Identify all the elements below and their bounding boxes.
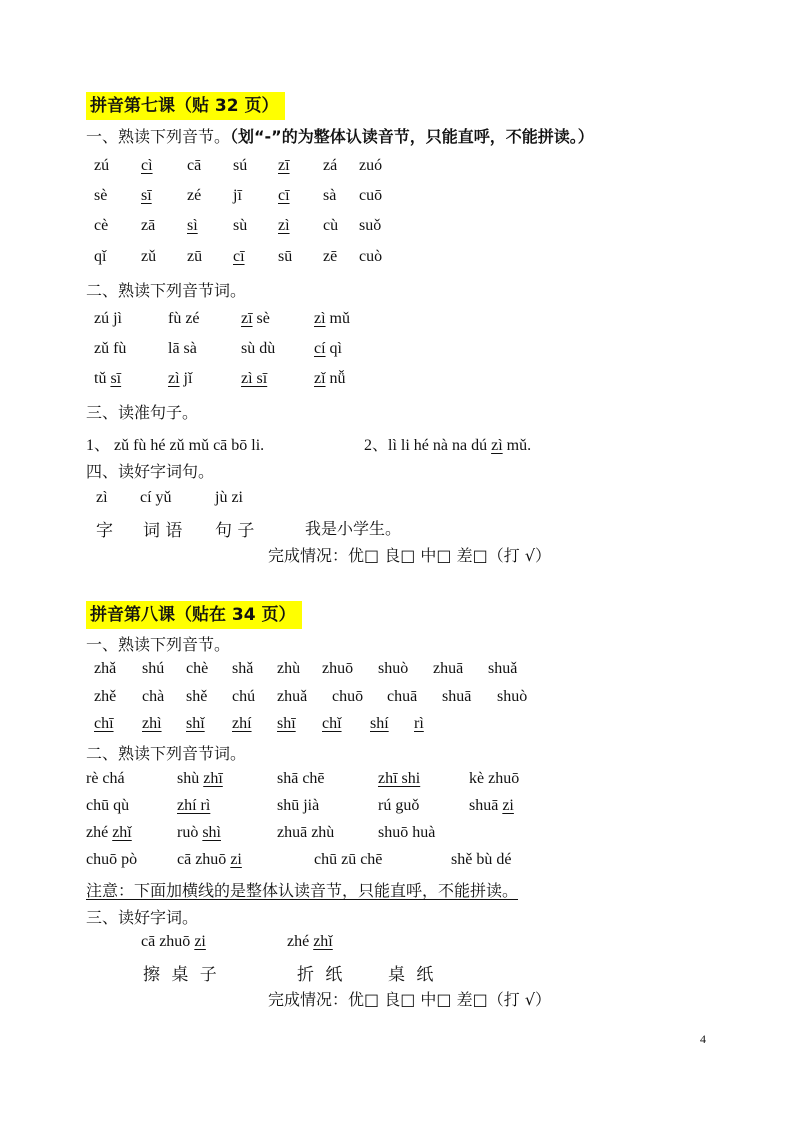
word: rè chá (86, 770, 125, 787)
syllable: chuō (332, 688, 364, 705)
word-whole-read: zì (314, 310, 326, 327)
syllable: chà (142, 688, 165, 705)
lesson8-section3-heading: 三、读好字词。 (86, 908, 199, 927)
lesson7-completion: 完成情况：优□ 良□ 中□ 差□（打 √） (268, 546, 552, 565)
syllable: suǒ (359, 217, 382, 234)
syllable: zhù (277, 660, 301, 677)
word: shā chē (277, 770, 325, 787)
syllable: shuò (497, 688, 528, 705)
syllable: zā (141, 217, 156, 234)
syllable: chuā (387, 688, 418, 705)
syllable: zhuā (433, 660, 464, 677)
word: tǔ sī (94, 370, 122, 387)
lesson7-sentence-2: 2、lì li hé nà na dú zì mǔ. (364, 437, 532, 454)
word: zǔ fù (94, 340, 127, 357)
syllable: shuò (378, 660, 409, 677)
word: zú jì (94, 310, 122, 327)
lesson7-title: 拼音第七课（贴 32 页） (86, 92, 285, 120)
syllable: cè (94, 217, 109, 234)
word: zhuā zhù (277, 824, 335, 841)
word: zī sè (241, 310, 270, 327)
word: cā zhuō zi (177, 851, 242, 868)
hanzi: 句 子 (215, 521, 255, 541)
hanzi: 折 纸 (297, 965, 343, 985)
word-whole-read: zǐ (314, 370, 326, 387)
lesson7-section1-note: （划“-”的为整体认读音节，只能直呼，不能拼读。） (230, 127, 594, 146)
syllable-whole-read: zī (278, 157, 290, 174)
syllable-whole-read: sì (187, 217, 198, 234)
syllable: zē (323, 248, 338, 265)
lesson7-section1-heading (86, 124, 594, 147)
word: ruò shì (177, 824, 221, 841)
word: shuō huà (378, 824, 436, 841)
word: zǐ nǚ (314, 370, 346, 387)
syllable: shuǎ (488, 660, 518, 677)
lesson8-section1-heading: 一、熟读下列音节。 (86, 635, 231, 654)
word-whole-read: shì (202, 824, 221, 841)
pinyin-whole-read: zhǐ (313, 933, 333, 950)
syllable: zú (94, 157, 110, 174)
lesson8-title: 拼音第八课（贴在 34 页） (86, 601, 302, 629)
syllable: qǐ (94, 248, 107, 265)
syllable: chú (232, 688, 256, 705)
syllable: zhǎ (94, 660, 117, 677)
word: kè zhuō (469, 770, 520, 787)
page-number: 4 (700, 1032, 706, 1046)
syllable: cù (323, 217, 339, 234)
word: shuā zi (469, 797, 514, 814)
syllable-whole-read: chī (94, 715, 114, 732)
lesson8-completion: 完成情况：优□ 良□ 中□ 差□（打 √） (268, 990, 552, 1009)
word: chū qù (86, 797, 130, 814)
pinyin: cí yǔ (140, 489, 172, 506)
word-whole-read: zhǐ (112, 824, 132, 841)
sentence: 我是小学生。 (305, 519, 402, 538)
lesson7-section1-label: 一、熟读下列音节。 (86, 127, 231, 146)
syllable-whole-read: shī (277, 715, 296, 732)
pinyin: cā zhuō zi (141, 933, 206, 950)
syllable: zū (187, 248, 203, 265)
syllable: shú (142, 660, 165, 677)
word: chuō pò (86, 851, 138, 868)
syllable: zǔ (141, 248, 157, 265)
syllable: cā (187, 157, 202, 174)
syllable: cuò (359, 248, 383, 265)
lesson7-section3-heading: 三、读准句子。 (86, 403, 199, 422)
syllable: shě (186, 688, 208, 705)
word-whole-read: sī (110, 370, 122, 387)
hanzi: 桌 纸 (388, 965, 434, 985)
word: shù zhī (177, 770, 223, 787)
syllable: sè (94, 187, 108, 204)
word: cí qì (314, 340, 342, 357)
word: zì jǐ (168, 370, 193, 387)
syllable-whole-read: chǐ (322, 715, 342, 732)
word: sù dù (241, 340, 276, 357)
pinyin-whole-read: zi (194, 933, 206, 950)
lesson8-note: 注意：下面加横线的是整体认读音节，只能直呼，不能拼读。 (86, 881, 519, 900)
syllable: zá (323, 157, 338, 174)
lesson7-section4-heading: 四、读好字词句。 (86, 462, 215, 481)
syllable: sú (233, 157, 248, 174)
syllable: zuó (359, 157, 383, 174)
word-whole-read: zhī shi (378, 770, 421, 787)
word: lā sà (168, 340, 197, 357)
syllable-whole-read: zhí (232, 715, 252, 732)
word-whole-read: zì sī (241, 370, 268, 387)
hanzi: 词 语 (143, 521, 183, 541)
word: shě bù dé (451, 851, 512, 868)
hanzi: 字 (96, 521, 113, 541)
word: zhé zhǐ (86, 824, 132, 841)
syllable-whole-read: rì (414, 715, 424, 732)
lesson8-section2-heading: 二、熟读下列音节词。 (86, 744, 247, 763)
lesson7-section2-heading: 二、熟读下列音节词。 (86, 281, 247, 300)
syllable: sà (323, 187, 337, 204)
hanzi: 擦 桌 子 (143, 965, 217, 985)
syllable: zhě (94, 688, 117, 705)
word-whole-read: zhí rì (177, 797, 211, 814)
word: rú guǒ (378, 797, 420, 814)
syllable: sù (233, 217, 248, 234)
syllable: shuā (442, 688, 472, 705)
syllable: chè (186, 660, 209, 677)
word: shū jià (277, 797, 320, 814)
syllable: zhuǎ (277, 688, 308, 705)
word-whole-read: zī (241, 310, 253, 327)
syllable-whole-read: cì (141, 157, 153, 174)
word-whole-read: zi (230, 851, 242, 868)
word: chū zū chē (314, 851, 383, 868)
lesson7-sentence-1: 1、 zǔ fù hé zǔ mǔ cā bō li. (86, 437, 265, 454)
syllable-whole-read: shǐ (186, 715, 205, 732)
syllable: shǎ (232, 660, 254, 677)
syllable: sū (278, 248, 293, 265)
pinyin: zì (96, 489, 108, 506)
word: fù zé (168, 310, 200, 327)
pinyin: jù zi (215, 489, 243, 506)
syllable-whole-read: shí (370, 715, 389, 732)
word-whole-read: cí (314, 340, 326, 357)
syllable: zhuō (322, 660, 354, 677)
word-whole-read: zhī (203, 770, 223, 787)
word-whole-read: zi (502, 797, 514, 814)
syllable-whole-read: cī (233, 248, 245, 265)
syllable: cuō (359, 187, 383, 204)
syllable-whole-read: cī (278, 187, 290, 204)
syllable-whole-read: sī (141, 187, 152, 204)
syllable-whole-read: zì (278, 217, 290, 234)
syllable: jī (233, 187, 242, 204)
syllable: zé (187, 187, 202, 204)
word-whole-read: zì (168, 370, 180, 387)
word: zì mǔ (314, 310, 350, 327)
pinyin: zhé zhǐ (287, 933, 333, 950)
syllable-whole-read: zhì (142, 715, 162, 732)
